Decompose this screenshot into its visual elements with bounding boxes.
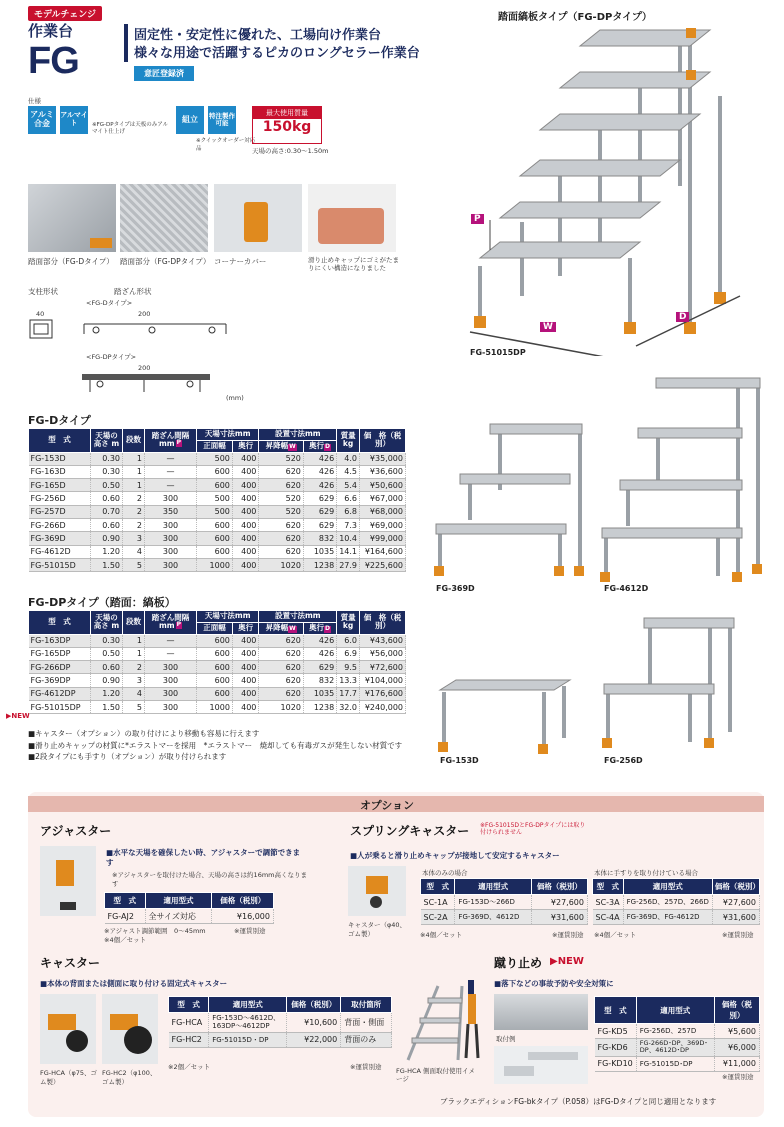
- table-cell: 0.70: [91, 505, 123, 518]
- table-cell: 0.60: [91, 492, 123, 505]
- notes: [28, 728, 402, 763]
- options-title: オプション: [360, 799, 415, 812]
- kickstop-photo-1: [494, 994, 588, 1030]
- table-cell: 9.5: [337, 661, 360, 674]
- table-cell: 426: [303, 452, 336, 465]
- table-cell: ¥50,600: [360, 479, 406, 492]
- table-cell: 832: [303, 532, 336, 545]
- table-cell: 1: [123, 465, 145, 478]
- headline-1: 固定性・安定性に優れた、工場向け作業台: [134, 28, 382, 43]
- table-cell: ¥164,600: [360, 545, 406, 558]
- table-cell: 629: [303, 661, 336, 674]
- table-cell: 5: [123, 558, 145, 571]
- table-cell: 2: [123, 492, 145, 505]
- table-row: [29, 479, 406, 492]
- table-cell: 400: [232, 532, 258, 545]
- label-fg-51015dp: FG-51015DP: [470, 348, 526, 357]
- label-fg-256d: FG-256D: [604, 756, 643, 765]
- adjuster-note: ※アジャスターを取付けた場合、天場の高さは約16mm高くなります: [112, 871, 307, 888]
- caption-tread-dp: 踏面部分（FG-DPタイプ）: [120, 257, 211, 266]
- table-row: [29, 545, 406, 558]
- table-row: [29, 701, 406, 714]
- table-cell: 1000: [197, 701, 233, 714]
- table-cell: FG-51015DP: [29, 701, 91, 714]
- table-cell: 300: [145, 687, 197, 700]
- caster-title: キャスター: [40, 956, 101, 970]
- table-cell: 0.60: [91, 661, 123, 674]
- table-cell: FG-165DP: [29, 647, 91, 660]
- table-row: [421, 895, 588, 910]
- table-cell: 7.3: [337, 519, 360, 532]
- table-cell: 600: [197, 465, 233, 478]
- table-row: [29, 634, 406, 647]
- table-cell: FG-256D、257D、266D: [623, 895, 712, 910]
- headline-2: 様々な用途で活躍するピカのロングセラー作業台: [134, 46, 420, 61]
- table-cell: 400: [232, 479, 258, 492]
- adjuster-title: アジャスター: [40, 824, 112, 838]
- table-cell: FG-266DP: [29, 661, 91, 674]
- table-cell: 600: [197, 674, 233, 687]
- table-cell: —: [145, 634, 197, 647]
- table-cell: 27.9: [337, 558, 360, 571]
- adjuster-photo: [40, 846, 96, 916]
- table-cell: 13.3: [337, 674, 360, 687]
- table-cell: 0.90: [91, 532, 123, 545]
- table-cell: 0.90: [91, 674, 123, 687]
- table-cell: 600: [197, 479, 233, 492]
- table-cell: 6.8: [337, 505, 360, 518]
- specs-label: 仕様: [28, 97, 41, 105]
- caster-hc2-photo: [102, 994, 158, 1064]
- table-row: [29, 532, 406, 545]
- cross-section-d: [26, 316, 236, 346]
- pillar-shape-label: 支柱形状: [28, 287, 58, 296]
- table-cell: FG-165D: [29, 479, 91, 492]
- table-cell: 5.4: [337, 479, 360, 492]
- caster-hc2-caption: FG-HC2（φ100、ゴム製）: [102, 1069, 157, 1086]
- caption-tread-d: 踏面部分（FG-Dタイプ）: [28, 257, 114, 266]
- label-fg-153d: FG-153D: [440, 756, 479, 765]
- table-cell: 620: [259, 532, 304, 545]
- table-cell: 300: [145, 545, 197, 558]
- spring-warning: ※FG-51015DとFG-DPタイプには取り付けられません: [480, 822, 586, 837]
- table-cell: 520: [259, 492, 304, 505]
- table-cell: ¥72,600: [360, 661, 406, 674]
- mm-unit: (mm): [226, 394, 244, 402]
- table-cell: FG-153D: [29, 452, 91, 465]
- table-row: [593, 910, 760, 925]
- table-cell: 300: [145, 661, 197, 674]
- height-range: 天場の高さ:0.30〜1.50m: [252, 147, 329, 155]
- kickstop-title: 蹴り止め: [494, 956, 543, 970]
- table-cell: 400: [232, 545, 258, 558]
- tread-shape-label: 踏ざん形状: [114, 287, 152, 296]
- table-cell: 520: [259, 505, 304, 518]
- table-cell: 600: [197, 532, 233, 545]
- tread-width-dp: 200: [138, 364, 151, 372]
- ladder-153d-diagram: [434, 676, 574, 756]
- table-cell: 1238: [303, 558, 336, 571]
- table-cell: 600: [197, 634, 233, 647]
- table-cell: FG-4612DP: [29, 687, 91, 700]
- table-cell: 426: [303, 647, 336, 660]
- table-cell: 300: [145, 492, 197, 505]
- table-cell: ¥99,000: [360, 532, 406, 545]
- table-cell: 620: [259, 647, 304, 660]
- table-cell: 600: [197, 519, 233, 532]
- table-d-title: FG-Dタイプ: [28, 414, 91, 427]
- table-cell: 629: [303, 519, 336, 532]
- caster-desc: ■本体の背面または側面に取り付ける固定式キャスター: [40, 979, 228, 988]
- adjuster-desc: ■水平な天場を確保したい時、アジャスターで調節できます: [106, 848, 301, 867]
- table-cell: 620: [259, 661, 304, 674]
- kickstop-photo-2: [494, 1046, 588, 1084]
- table-cell: FG-4612D: [29, 545, 91, 558]
- max-load-box: 最大使用質量 150kg: [252, 106, 322, 144]
- table-cell: 4.0: [337, 452, 360, 465]
- table-cell: 400: [232, 452, 258, 465]
- d-type-label: <FG-Dタイプ>: [86, 299, 133, 307]
- table-cell: 300: [145, 701, 197, 714]
- table-cell: ¥31,600: [531, 910, 587, 925]
- note-1: ■キャスター（オプション）の取り付けにより移動も容易に行えます: [28, 729, 260, 738]
- design-registration-badge: 意匠登録済: [134, 66, 194, 81]
- photo-corner-cover: [214, 184, 302, 252]
- pillar-width: 40: [36, 310, 45, 318]
- aluminum-icon: アルミ合金: [28, 106, 56, 134]
- adjuster-footnote-1: ※アジャスト調節範囲 0〜45mm: [104, 927, 206, 935]
- table-cell: 400: [232, 558, 258, 571]
- table-cell: ¥67,000: [360, 492, 406, 505]
- table-cell: FG-51015D: [29, 558, 91, 571]
- caster-footnote-2: ※運賃別途: [350, 1063, 382, 1071]
- table-row: [29, 452, 406, 465]
- table-row: [593, 895, 760, 910]
- table-cell: 1035: [303, 545, 336, 558]
- table-cell: 426: [303, 479, 336, 492]
- table-cell: 0.50: [91, 479, 123, 492]
- table-cell: SC-4A: [593, 910, 624, 925]
- kickstop-table: 型 式 適用型式 価格（税別） FG-KD5 FG-256D、257D ¥5,600 FG-KD6 FG-266D･DP、369D･DP、4612D･DP ¥6,000 FG-KD10 FG-51015D･DP ¥11,000: [594, 996, 760, 1072]
- table-cell: 14.1: [337, 545, 360, 558]
- spring-footnote-2: ※運賃別途: [552, 931, 584, 939]
- caption-cap: 滑り止めキャップにゴミがたまりにくい構造になりました: [308, 256, 399, 273]
- table-cell: 1: [123, 479, 145, 492]
- table-cell: 600: [197, 687, 233, 700]
- caster-footnote-1: ※2個／セット: [168, 1063, 211, 1071]
- table-cell: 500: [197, 505, 233, 518]
- table-cell: 600: [197, 647, 233, 660]
- table-row: [421, 910, 588, 925]
- table-cell: FG-256D: [29, 492, 91, 505]
- table-cell: 600: [197, 661, 233, 674]
- table-cell: 2: [123, 661, 145, 674]
- table-cell: 300: [145, 519, 197, 532]
- table-cell: ¥225,600: [360, 558, 406, 571]
- side-mount-illustration: [398, 976, 488, 1066]
- table-cell: FG-369D: [29, 532, 91, 545]
- table-cell: FG-257D: [29, 505, 91, 518]
- assembly-icon: 組立: [176, 106, 204, 134]
- table-d: 型 式 天場の高さ m 段数 踏ざん間隔 mm P 天場寸法mm 設置寸法mm 質量 kg 価 格（税別） 正面幅 奥行 昇降幅W 奥行D FG-153D 0.30 1 — 500 400 520 426 4.0 ¥35,000 FG-163D 0.30 1 — 600 400 620 426 4.5 ¥36,600 FG-165D 0.50 1 — 600 400 620 426 5.4 ¥50,600 FG-256D 0.60 2 300 500 400 520 629 6.6 ¥67,000 FG-257D 0.70 2 350 500 400 520 629 6.8 ¥68,000 FG-266D 0.60 2 300 600 400 620 629 7.3 ¥69,000 FG-369D 0.90 3 300 600 400 620 832 10.4 ¥99,000 FG-4612D 1.20 4 300 600 400 620 1035 14.1 ¥164,600 FG-51015D 1.50 5 300 1000 400 1020 1238 27.9 ¥225,600: [28, 428, 406, 572]
- table-cell: 0.50: [91, 647, 123, 660]
- p-dimension-label: P: [471, 214, 484, 224]
- table-cell: SC-3A: [593, 895, 624, 910]
- photo-tread-d: [28, 184, 116, 252]
- table-cell: FG-163D: [29, 465, 91, 478]
- dp-type-label: <FG-DPタイプ>: [86, 353, 137, 361]
- custom-order-icon: 特注製作可能: [208, 106, 236, 134]
- table-cell: 620: [259, 634, 304, 647]
- table-cell: 0.60: [91, 519, 123, 532]
- alumite-note: ※FG-DPタイプは天板のみアルマイト仕上げ: [92, 122, 169, 135]
- table-cell: 620: [259, 687, 304, 700]
- label-fg-4612d: FG-4612D: [604, 584, 649, 593]
- table-cell: 300: [145, 558, 197, 571]
- table-cell: 6.0: [337, 634, 360, 647]
- note-2: ■滑り止めキャップの材質に*エラストマーを採用 *エラストマー 焼却しても有毒ガスが発生しない材質です: [28, 740, 403, 750]
- table-cell: ¥35,000: [360, 452, 406, 465]
- spring-desc: ■人が乗ると滑り止めキャップが接地して安定するキャスター: [350, 851, 560, 860]
- model-title: FG: [28, 40, 79, 82]
- table-row: [29, 647, 406, 660]
- note-3: ■2段タイプにも手すり（オプション）が取り付けられます: [28, 752, 227, 762]
- table-cell: ¥69,000: [360, 519, 406, 532]
- table-cell: ¥27,600: [712, 895, 759, 910]
- table-dp: 型 式 天場の高さ m 段数 踏ざん間隔 mm P 天場寸法mm 設置寸法mm 質量 kg 価 格（税別） 正面幅 奥行 昇降幅W 奥行D FG-163DP 0.30 1 — 600 400 620 426 6.0 ¥43,600 FG-165DP 0.50 1 — 600 400 620 426 6.9 ¥56,000 FG-266DP 0.60 2 300 600 400 620 629 9.5 ¥72,600 FG-369DP 0.90 3 300 600 400 620 832 13.3 ¥104,000 FG-4612DP 1.20 4 300 600 400 620 1035 17.7 ¥176,600 FG-51015DP 1.50 5 300 1000 400 1020 1238 32.0 ¥240,000: [28, 610, 406, 714]
- table-cell: 400: [232, 674, 258, 687]
- table-cell: 500: [197, 452, 233, 465]
- table-cell: 1: [123, 647, 145, 660]
- table-cell: ¥240,000: [360, 701, 406, 714]
- table-cell: 600: [197, 545, 233, 558]
- caster-table: 型 式 適用型式 価格（税別） 取付箇所 FG-HCA FG-153D〜4612D、163DP〜4612DP ¥10,600 背面・側面 FG-HC2 FG-51015D・DP ¥22,000 背面のみ: [168, 996, 392, 1048]
- footer-note: ブラックエディションFG-bkタイプ（P.058）はFG-Dタイプと同じ適用となります: [440, 1097, 717, 1106]
- table-cell: 1: [123, 452, 145, 465]
- table-cell: SC-1A: [421, 895, 455, 910]
- new-marker: ▶NEW: [6, 712, 30, 720]
- caster-hca-photo: [40, 994, 96, 1064]
- table-cell: 17.7: [337, 687, 360, 700]
- table-cell: 6.9: [337, 647, 360, 660]
- adjuster-footnote-3: ※運賃別途: [234, 927, 266, 935]
- d-dimension-label: D: [676, 312, 689, 322]
- spring-table-2: 型 式 適用型式 価格（税別） SC-3A FG-256D、257D、266D ¥27,600 SC-4A FG-369D、FG-4612D ¥31,600: [592, 878, 760, 925]
- ladder-large-diagram: [460, 26, 760, 356]
- table-cell: 1.50: [91, 558, 123, 571]
- alumite-icon: アルマイト: [60, 106, 88, 134]
- table-cell: 620: [259, 545, 304, 558]
- table-cell: FG-163DP: [29, 634, 91, 647]
- ladder-256d-diagram: [600, 612, 750, 752]
- table-cell: 4.5: [337, 465, 360, 478]
- label-fg-369d: FG-369D: [436, 584, 475, 593]
- table-cell: —: [145, 465, 197, 478]
- table-cell: FG-369D、4612D: [455, 910, 531, 925]
- table-cell: 1.50: [91, 701, 123, 714]
- category-label: 作業台: [28, 22, 74, 40]
- table-cell: 400: [232, 634, 258, 647]
- model-change-badge: モデルチェンジ: [28, 6, 102, 21]
- table-cell: 400: [232, 492, 258, 505]
- ladder-4612d-diagram: [598, 376, 768, 586]
- table-row: [29, 465, 406, 478]
- table-cell: 620: [259, 674, 304, 687]
- table-cell: 629: [303, 505, 336, 518]
- table-cell: 832: [303, 674, 336, 687]
- table-cell: 2: [123, 505, 145, 518]
- table-cell: 1000: [197, 558, 233, 571]
- table-cell: 32.0: [337, 701, 360, 714]
- caster-hca-caption: FG-HCA（φ75、ゴム製）: [40, 1069, 98, 1086]
- w-dimension-label: W: [540, 322, 556, 332]
- table-cell: 400: [232, 505, 258, 518]
- table-cell: 620: [259, 519, 304, 532]
- table-cell: 2: [123, 519, 145, 532]
- photo-cap: [308, 184, 396, 252]
- kickstop-desc: ■落下などの事故予防や安全対策に: [494, 979, 614, 988]
- table-cell: 3: [123, 674, 145, 687]
- table-cell: 300: [145, 674, 197, 687]
- photo-tread-dp: [120, 184, 208, 252]
- spring-title: スプリングキャスター: [350, 824, 470, 838]
- table-cell: 1020: [259, 558, 304, 571]
- table-cell: 400: [232, 647, 258, 660]
- spring-footnote-4: ※運賃別途: [722, 931, 754, 939]
- table-cell: 4: [123, 687, 145, 700]
- kickstop-caption: 取付例: [496, 1035, 516, 1043]
- kickstop-footnote: ※運賃別途: [722, 1073, 754, 1081]
- table-cell: ¥27,600: [531, 895, 587, 910]
- table-cell: 0.30: [91, 634, 123, 647]
- table-cell: ¥68,000: [360, 505, 406, 518]
- table-cell: 1035: [303, 687, 336, 700]
- table-cell: 500: [197, 492, 233, 505]
- table-cell: 620: [259, 465, 304, 478]
- table-cell: ¥36,600: [360, 465, 406, 478]
- table-cell: 300: [145, 532, 197, 545]
- table-cell: ¥176,600: [360, 687, 406, 700]
- table-cell: FG-369DP: [29, 674, 91, 687]
- table-cell: 5: [123, 701, 145, 714]
- spring-sub1: 本体のみの場合: [422, 869, 468, 877]
- table-cell: 3: [123, 532, 145, 545]
- diagram-title: 踏面縞板タイプ（FG-DPタイプ）: [498, 12, 652, 23]
- spring-sub2: 本体に手すりを取り付けている場合: [594, 869, 698, 877]
- table-dp-title: FG-DPタイプ（踏面：縞板）: [28, 596, 176, 609]
- table-cell: 4: [123, 545, 145, 558]
- table-cell: FG-153D〜266D: [455, 895, 531, 910]
- table-cell: 1238: [303, 701, 336, 714]
- spring-table-1: 型 式 適用型式 価格（税別） SC-1A FG-153D〜266D ¥27,600 SC-2A FG-369D、4612D ¥31,600: [420, 878, 588, 925]
- table-cell: 0.30: [91, 452, 123, 465]
- table-cell: 1.20: [91, 545, 123, 558]
- table-cell: ¥56,000: [360, 647, 406, 660]
- headline-bar: [124, 24, 128, 62]
- cross-section-dp: [80, 370, 220, 400]
- table-cell: 6.6: [337, 492, 360, 505]
- table-row: [29, 687, 406, 700]
- table-cell: FG-369D、FG-4612D: [623, 910, 712, 925]
- quick-order-note: ※クイックオーダー対応品: [196, 138, 256, 152]
- table-cell: —: [145, 452, 197, 465]
- caption-corner-cover: コーナーカバー: [214, 257, 267, 266]
- table-cell: 520: [259, 452, 304, 465]
- table-cell: 1.20: [91, 687, 123, 700]
- table-row: [29, 505, 406, 518]
- table-row: [29, 674, 406, 687]
- table-cell: 1: [123, 634, 145, 647]
- kickstop-new: ▶NEW: [550, 956, 584, 967]
- spring-footnote-1: ※4個／セット: [420, 931, 463, 939]
- table-cell: 400: [232, 701, 258, 714]
- table-cell: —: [145, 647, 197, 660]
- spring-footnote-3: ※4個／セット: [594, 931, 637, 939]
- ladder-369d-diagram: [430, 420, 590, 580]
- table-cell: ¥104,000: [360, 674, 406, 687]
- table-cell: ¥43,600: [360, 634, 406, 647]
- adjuster-footnote-2: ※4個／セット: [104, 936, 147, 944]
- spring-photo: [348, 866, 406, 916]
- table-cell: 426: [303, 634, 336, 647]
- table-cell: 629: [303, 492, 336, 505]
- spring-caption: キャスター（φ40、ゴム製）: [348, 921, 407, 938]
- table-cell: 1020: [259, 701, 304, 714]
- table-cell: SC-2A: [421, 910, 455, 925]
- table-cell: 620: [259, 479, 304, 492]
- table-cell: ¥31,600: [712, 910, 759, 925]
- side-mount-caption: FG-HCA 側面取付使用イメージ: [396, 1067, 475, 1083]
- table-row: [29, 492, 406, 505]
- table-row: [29, 519, 406, 532]
- table-cell: 10.4: [337, 532, 360, 545]
- table-cell: 426: [303, 465, 336, 478]
- table-cell: 350: [145, 505, 197, 518]
- table-cell: 400: [232, 661, 258, 674]
- table-cell: 400: [232, 687, 258, 700]
- table-row: [29, 661, 406, 674]
- tread-width-d: 200: [138, 310, 151, 318]
- table-cell: —: [145, 479, 197, 492]
- table-cell: FG-266D: [29, 519, 91, 532]
- table-row: [29, 558, 406, 571]
- table-cell: 400: [232, 465, 258, 478]
- adjuster-table: 型 式 適用型式 価格（税別） FG-AJ2 全サイズ対応 ¥16,000: [104, 892, 274, 924]
- table-cell: 400: [232, 519, 258, 532]
- table-cell: 0.30: [91, 465, 123, 478]
